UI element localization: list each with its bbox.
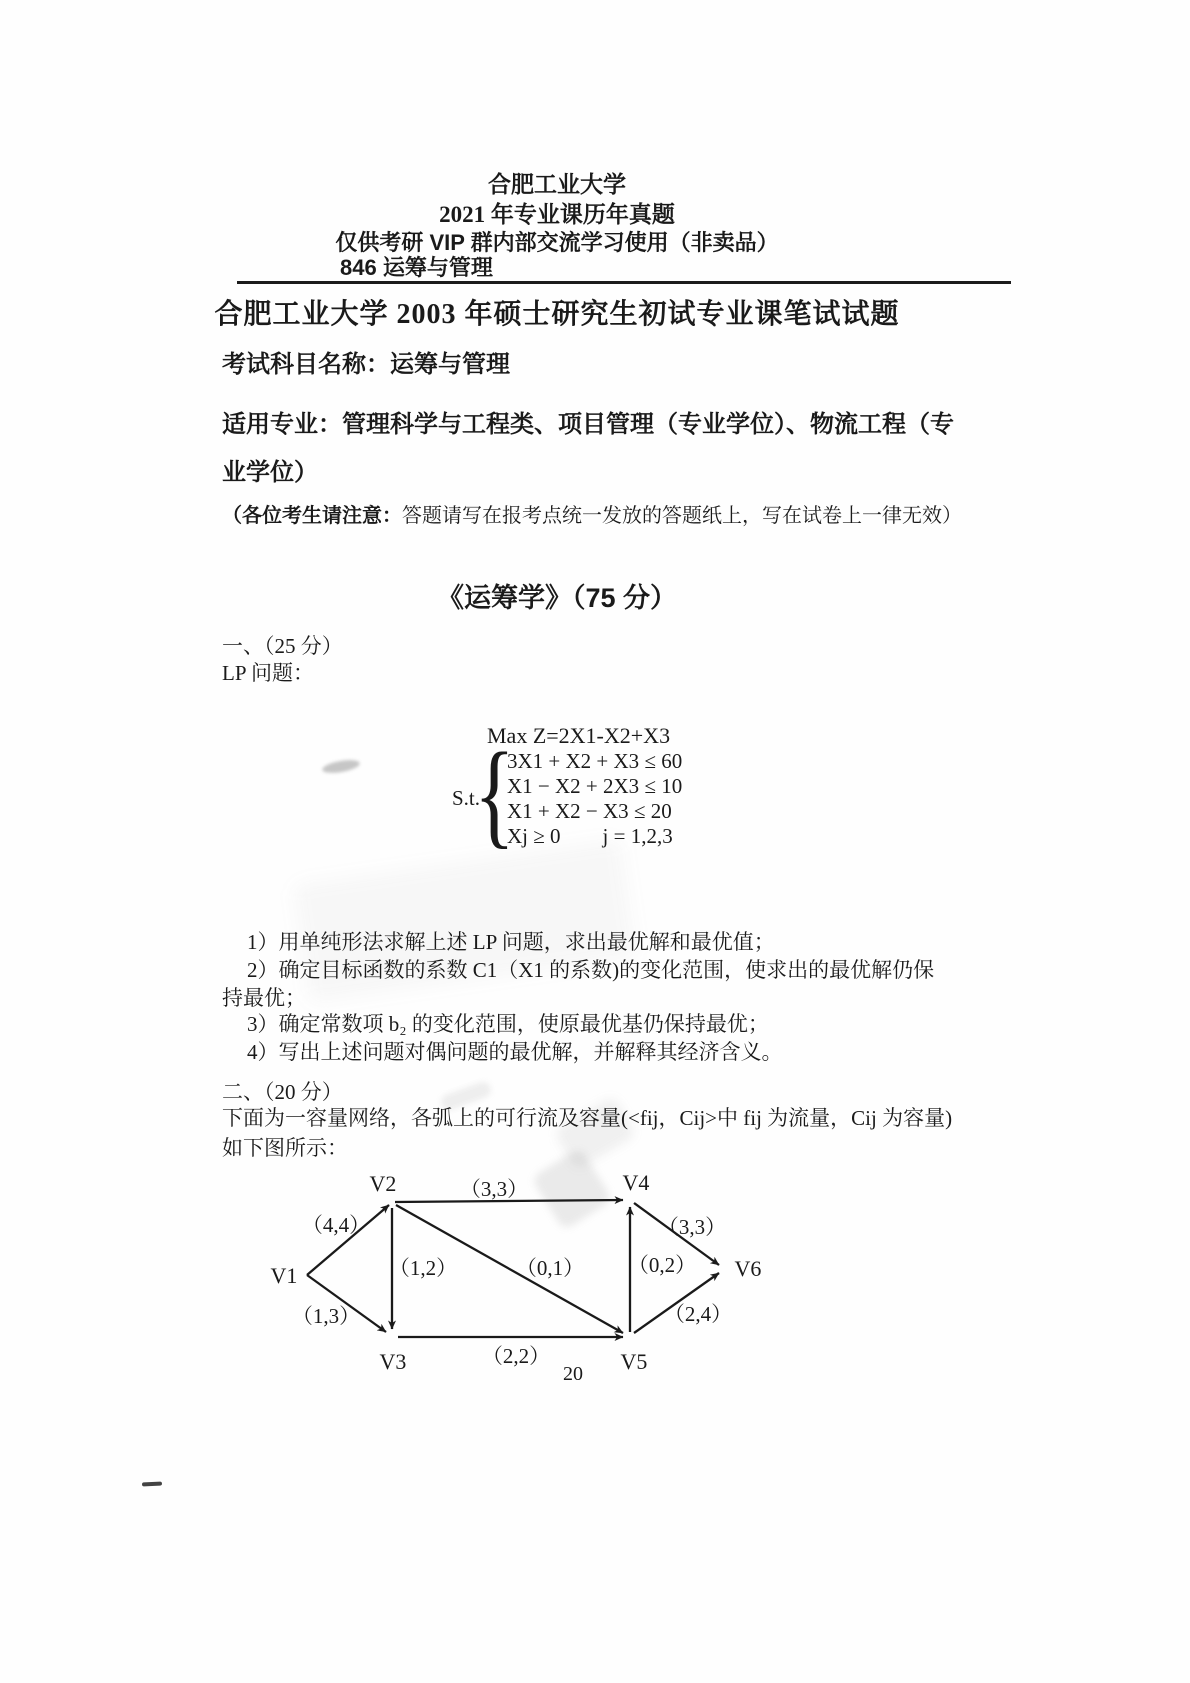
lp-brace: { — [474, 728, 515, 859]
notice-body: 答题请写在报考点统一发放的答题纸上，写在试卷上一律无效） — [402, 505, 962, 527]
section-heading: 《运筹学》（75 分） — [436, 583, 678, 613]
q1-number: 一、（25 分） — [222, 634, 343, 658]
q2-desc-line1: 下面为一容量网络，各弧上的可行流及容量(<fij，Cij>中 fij 为流量，Cij 为容量) — [222, 1106, 953, 1130]
node-label-v3: V3 — [379, 1349, 407, 1374]
lp-st-label: S.t. — [452, 786, 481, 810]
header-vip-note: 仅供考研 VIP 群内部交流学习使用（非卖品） — [335, 230, 779, 255]
q1-item-2: 2）确定目标函数的系数 C1（X1 的系数)的变化范围，使求出的最优解仍保 — [247, 958, 935, 982]
node-label-v1: V1 — [270, 1263, 298, 1288]
notice-prefix: （各位考生请注意： — [222, 505, 402, 527]
node-label-v6: V6 — [734, 1256, 762, 1281]
candidate-notice — [222, 499, 962, 528]
lp-constraint-4: Xj ≥ 0 j = 1,2,3 — [507, 824, 673, 848]
header-course-code: 846 运筹与管理 — [340, 255, 493, 280]
q1-item-3: 3）确定常数项 b₂ 的变化范围，使原最优基仍保持最优； — [247, 1012, 769, 1036]
applicable-majors-line1: 适用专业：管理科学与工程类、项目管理（专业学位）、物流工程（专 — [222, 411, 954, 438]
pen-smudge — [321, 758, 360, 775]
edge-label-v1-v2: （4,4） — [301, 1213, 371, 1237]
flow-network-diagram — [240, 1162, 800, 1402]
edge-label-v2-v4: （3,3） — [459, 1177, 529, 1201]
header-year-line: 2021 年专业课历年真题 — [439, 202, 675, 227]
applicable-majors-line2: 业学位） — [222, 459, 318, 486]
header-divider — [237, 281, 1011, 284]
node-label-v4: V4 — [622, 1170, 650, 1195]
lp-objective: Max Z=2X1-X2+X3 — [487, 723, 671, 748]
q2-desc-line2: 如下图所示： — [222, 1136, 348, 1160]
q1-item-1: 1）用单纯形法求解上述 LP 问题，求出最优解和最优值； — [247, 930, 775, 954]
pen-mark — [142, 1481, 162, 1486]
page-number: 20 — [563, 1363, 583, 1385]
lp-constraint-3: X1 + X2 − X3 ≤ 20 — [507, 799, 672, 823]
exam-subject: 考试科目名称：运筹与管理 — [222, 351, 510, 378]
edge-label-v5-v6: （2,4） — [663, 1302, 733, 1326]
q1-item-2-cont: 持最优； — [222, 986, 306, 1010]
lp-constraint-1: 3X1 + X2 + X3 ≤ 60 — [507, 749, 683, 773]
lp-constraint-2: X1 − X2 + 2X3 ≤ 10 — [507, 774, 683, 798]
edge-label-v2-v5: （0,1） — [515, 1256, 585, 1280]
node-label-v5: V5 — [620, 1349, 648, 1374]
edge-label-v4-v6: （3,3） — [657, 1215, 727, 1239]
edge-label-v1-v3: （1,3） — [291, 1304, 361, 1328]
node-label-v2: V2 — [369, 1171, 397, 1196]
edge-label-v3-v5: （2,2） — [481, 1344, 551, 1368]
header-university: 合肥工业大学 — [488, 172, 626, 197]
q1-intro: LP 问题： — [222, 661, 314, 685]
edge-label-v5-v4: （0,2） — [627, 1253, 697, 1277]
lp-constraints — [507, 749, 682, 849]
edge-label-v2-v3: （1,2） — [388, 1256, 458, 1280]
q1-item-4: 4）写出上述问题对偶问题的最优解，并解释其经济含义。 — [247, 1040, 783, 1064]
q2-number: 二、（20 分） — [222, 1080, 343, 1104]
page-title: 合肥工业大学 2003 年硕士研究生初试专业课笔试试题 — [214, 299, 900, 330]
